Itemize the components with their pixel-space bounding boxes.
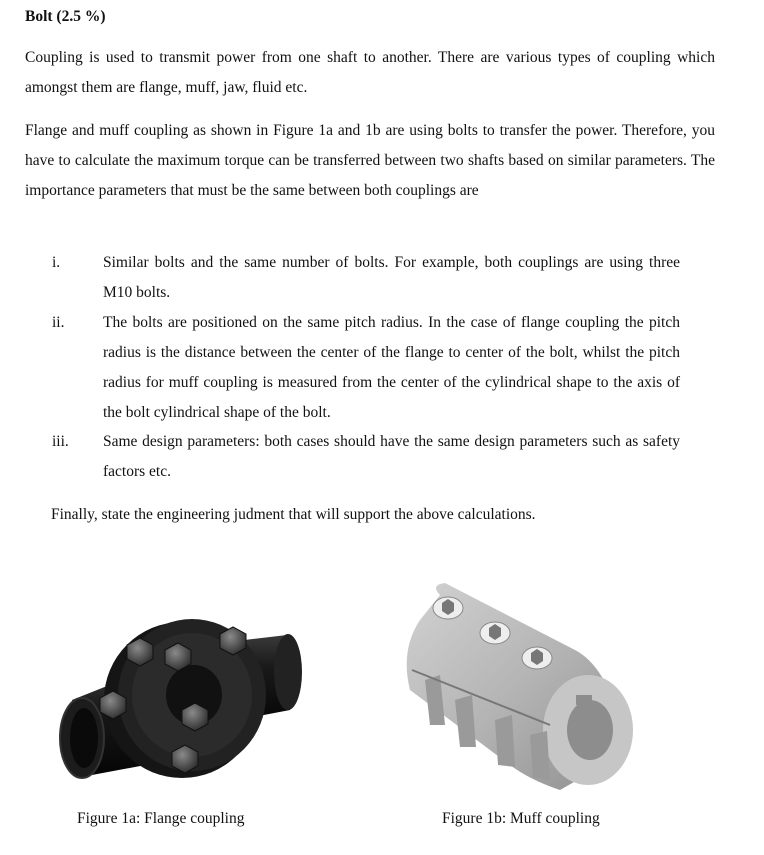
- list-marker: i.: [52, 254, 61, 271]
- flange-coupling-illustration: [52, 590, 312, 800]
- list-marker: ii.: [52, 314, 65, 331]
- final-statement: Finally, state the engineering judment that will support the above calculations.: [51, 506, 536, 523]
- intro-paragraph: Coupling is used to transmit power from one shaft to another. There are various types of coupling which amongst them are flange, muff, jaw, fluid etc.: [25, 49, 715, 96]
- figure-caption: Figure 1a: Flange coupling: [77, 810, 245, 827]
- section-heading: Bolt (2.5 %): [25, 8, 106, 25]
- parameters-paragraph: Flange and muff coupling as shown in Figure 1a and 1b are using bolts to transfer the power. Therefore, you have to calculate the maximum torque can be transferred between two shafts based on similar parameters. The importance parameters that must be the same between both couplings are: [25, 122, 715, 199]
- muff-coupling-illustration: [400, 575, 640, 800]
- socket-bolt-icon: [433, 597, 463, 619]
- list-marker: iii.: [52, 433, 69, 450]
- list-item-text: Similar bolts and the same number of bolts. For example, both couplings are using three M10 bolts.: [103, 254, 680, 301]
- figure-caption: Figure 1b: Muff coupling: [442, 810, 600, 827]
- list-item-text: The bolts are positioned on the same pitch radius. In the case of flange coupling the pitch radius is the distance between the center of the flange to center of the bolt, whilst the pitch radius for muff coupling is measured from the center of the cylindrical shape to the axis of the bolt cylindrical shape of the bolt.: [103, 314, 680, 421]
- socket-bolt-icon: [522, 647, 552, 669]
- socket-bolt-icon: [480, 622, 510, 644]
- list-item-text: Same design parameters: both cases should have the same design parameters such as safety factors etc.: [103, 433, 680, 480]
